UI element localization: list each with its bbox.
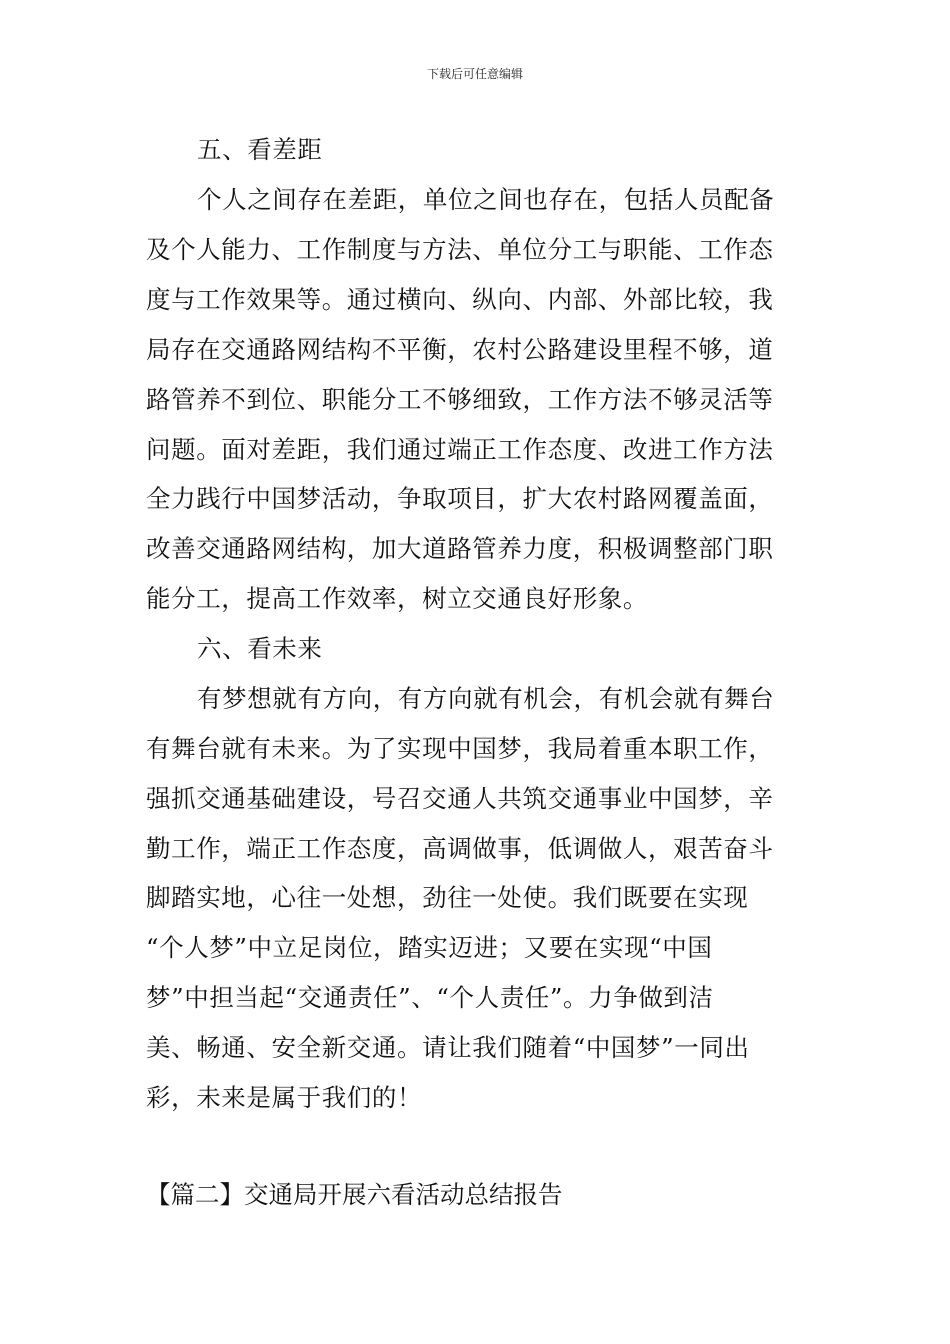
paragraph-line: 美、畅通、安全新交通。请让我们随着“中国梦”一同出 [146, 1033, 750, 1062]
paragraph-line: 问题。面对差距，我们通过端正工作态度、改进工作方法 [146, 435, 774, 464]
paragraph-line: 全力践行中国梦活动，争取项目，扩大农村路网覆盖面， [146, 484, 774, 513]
paragraph-line: 梦”中担当起“交通责任”、“个人责任”。力争做到洁 [146, 983, 714, 1012]
paragraph-line: 局存在交通路网结构不平衡，农村公路建设里程不够，道 [146, 335, 774, 364]
paragraph-line: 强抓交通基础建设，号召交通人共筑交通事业中国梦，辛 [146, 784, 774, 813]
paragraph-line: “个人梦”中立足岗位，踏实迈进；又要在实现“中国 [146, 933, 713, 962]
paragraph-line: 及个人能力、工作制度与方法、单位分工与职能、工作态 [146, 235, 774, 264]
paragraph-line: 脚踏实地，心往一处想，劲往一处使。我们既要在实现 [146, 883, 749, 912]
page-header: 下载后可任意编辑 [426, 67, 523, 81]
paragraph-line: 勤工作，端正工作态度，高调做事，低调做人，艰苦奋斗 [146, 834, 774, 863]
paragraph-line: 能分工，提高工作效率，树立交通良好形象。 [146, 584, 648, 613]
paragraph-line: 有梦想就有方向，有方向就有机会，有机会就有舞台 [197, 684, 775, 713]
paragraph-line: 路管养不到位、职能分工不够细致，工作方法不够灵活等 [146, 385, 774, 414]
heading-look-at-future: 六、看未来 [197, 634, 323, 663]
paragraph-line: 改善交通路网结构，加大道路管养力度，积极调整部门职 [146, 534, 774, 563]
section-title: 【篇二】交通局开展六看活动总结报告 [146, 1180, 563, 1209]
paragraph-line: 度与工作效果等。通过横向、纵向、内部、外部比较，我 [146, 285, 774, 314]
paragraph-line: 有舞台就有未来。为了实现中国梦，我局着重本职工作， [146, 734, 774, 763]
paragraph-line: 彩，未来是属于我们的！ [146, 1083, 423, 1112]
heading-look-at-gap: 五、看差距 [197, 135, 323, 164]
paragraph-line: 个人之间存在差距，单位之间也存在，包括人员配备 [197, 185, 775, 214]
